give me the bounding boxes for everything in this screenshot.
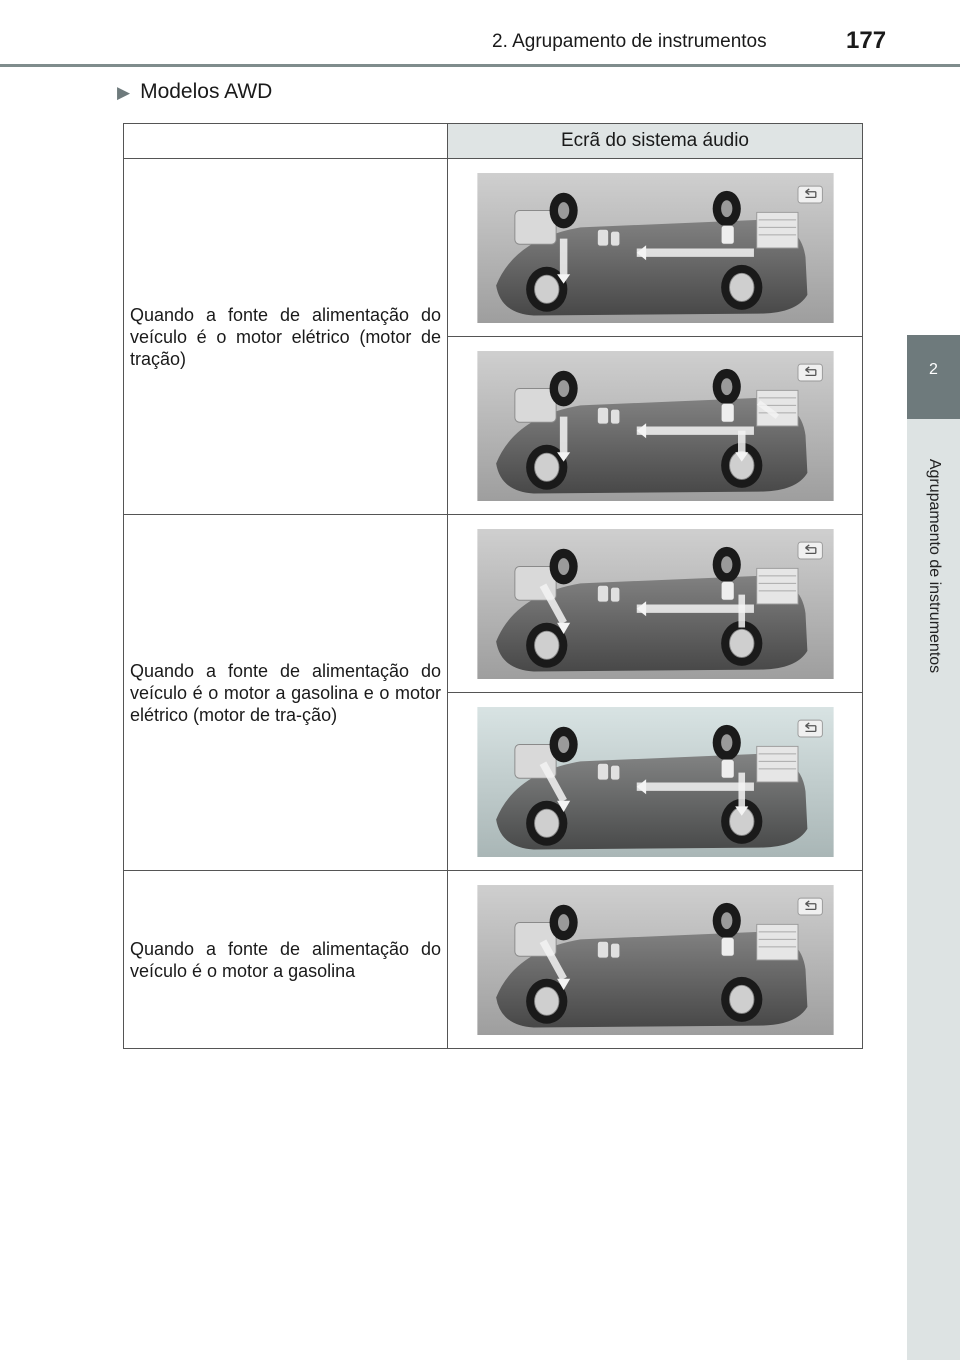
audio-screen-image bbox=[448, 159, 863, 337]
row-description: Quando a fonte de alimentação do veículo é o motor a gasolina bbox=[124, 871, 448, 1049]
row-description: Quando a fonte de alimentação do veículo é o motor elétrico (motor de tração) bbox=[124, 159, 448, 515]
section-title bbox=[117, 80, 272, 104]
audio-screen-image bbox=[448, 871, 863, 1049]
energy-monitor-hybrid-2 bbox=[474, 707, 837, 857]
table-row bbox=[124, 871, 863, 1049]
audio-screen-image bbox=[448, 515, 863, 693]
blank-header-cell bbox=[124, 124, 448, 159]
energy-monitor-ev-1 bbox=[474, 173, 837, 323]
page-number: 177 bbox=[846, 27, 887, 54]
energy-monitor-ev-2 bbox=[474, 351, 837, 501]
row-description: Quando a fonte de alimentação do veículo é o motor a gasolina e o motor elétrico (motor de tra-ção) bbox=[124, 515, 448, 871]
chapter-number: 2 bbox=[929, 361, 938, 378]
header-title: 2. Agrupamento de instrumentos bbox=[492, 31, 767, 52]
power-flow-table bbox=[123, 123, 863, 1049]
audio-screen-header: Ecrã do sistema áudio bbox=[448, 124, 863, 159]
audio-screen-image bbox=[448, 693, 863, 871]
energy-monitor-hybrid-1 bbox=[474, 529, 837, 679]
audio-screen-image bbox=[448, 337, 863, 515]
chapter-label: Agrupamento de instrumentos bbox=[926, 458, 943, 674]
header-rule bbox=[0, 64, 960, 67]
table-row bbox=[124, 515, 863, 693]
triangle-right-icon: ▶ bbox=[117, 83, 131, 102]
energy-monitor-gasoline bbox=[474, 885, 837, 1035]
table-row bbox=[124, 159, 863, 337]
chapter-tab[interactable] bbox=[907, 335, 960, 419]
section-title-text: Modelos AWD bbox=[140, 80, 273, 103]
table-header-row bbox=[124, 124, 863, 159]
